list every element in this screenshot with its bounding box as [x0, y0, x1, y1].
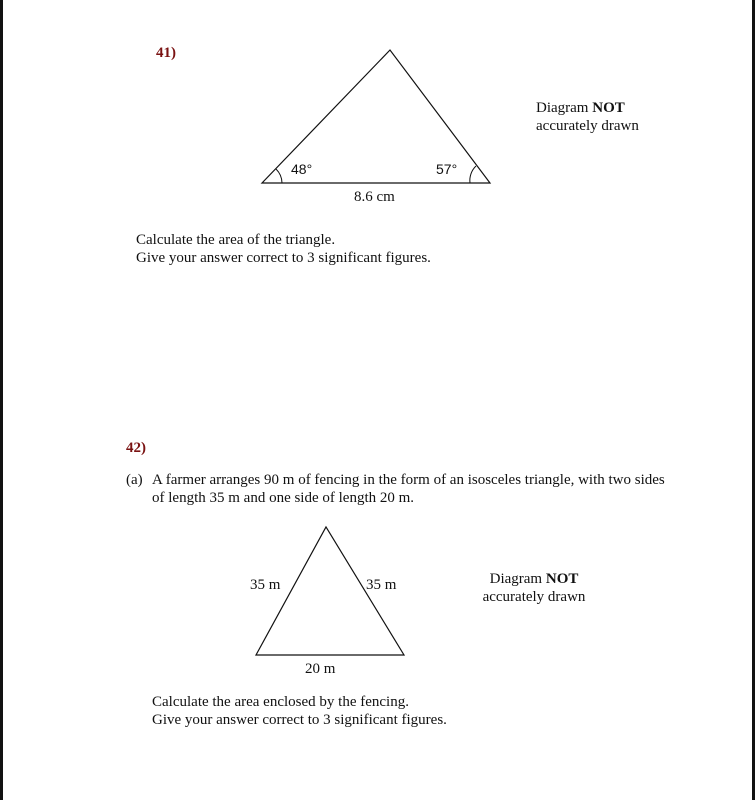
side-label-right-35m: 35 m	[366, 577, 397, 593]
note-bold: NOT	[592, 100, 625, 116]
base-label-8-6cm: 8.6 cm	[354, 189, 395, 205]
part-a-label: (a)	[126, 472, 143, 488]
prompt-line-1: Calculate the area of the triangle.	[136, 232, 336, 248]
angle-arc-left	[276, 169, 282, 183]
note-line2: accurately drawn	[536, 118, 639, 134]
question-42-prompt	[152, 693, 447, 729]
prompt-line-2: Give your answer correct to 3 significant figures.	[152, 712, 447, 728]
prompt-line-2: Give your answer correct to 3 significant figures.	[136, 250, 431, 266]
angle-arc-right	[470, 166, 476, 183]
question-42-number: 42)	[126, 440, 146, 456]
note-line2: accurately drawn	[482, 589, 586, 605]
question-41-prompt	[136, 231, 431, 267]
note-text: Diagram	[536, 100, 593, 116]
question-41-number: 41)	[156, 45, 176, 61]
note-text: Diagram	[489, 571, 546, 587]
angle-label-48: 48°	[291, 161, 313, 177]
angle-label-57: 57°	[436, 161, 458, 177]
note-bold: NOT	[545, 571, 579, 587]
base-label-20m: 20 m	[305, 661, 336, 677]
side-label-left-35m: 35 m	[250, 577, 281, 593]
diagram-not-accurate-note-42	[474, 570, 594, 606]
prompt-line-1: Calculate the area enclosed by the fencing.	[152, 694, 409, 710]
part-a-text: A farmer arranges 90 m of fencing in the form of an isosceles triangle, with two sides of length 35 m and one side of length 20 m.	[152, 472, 665, 506]
diagram-not-accurate-note-41	[536, 99, 639, 135]
